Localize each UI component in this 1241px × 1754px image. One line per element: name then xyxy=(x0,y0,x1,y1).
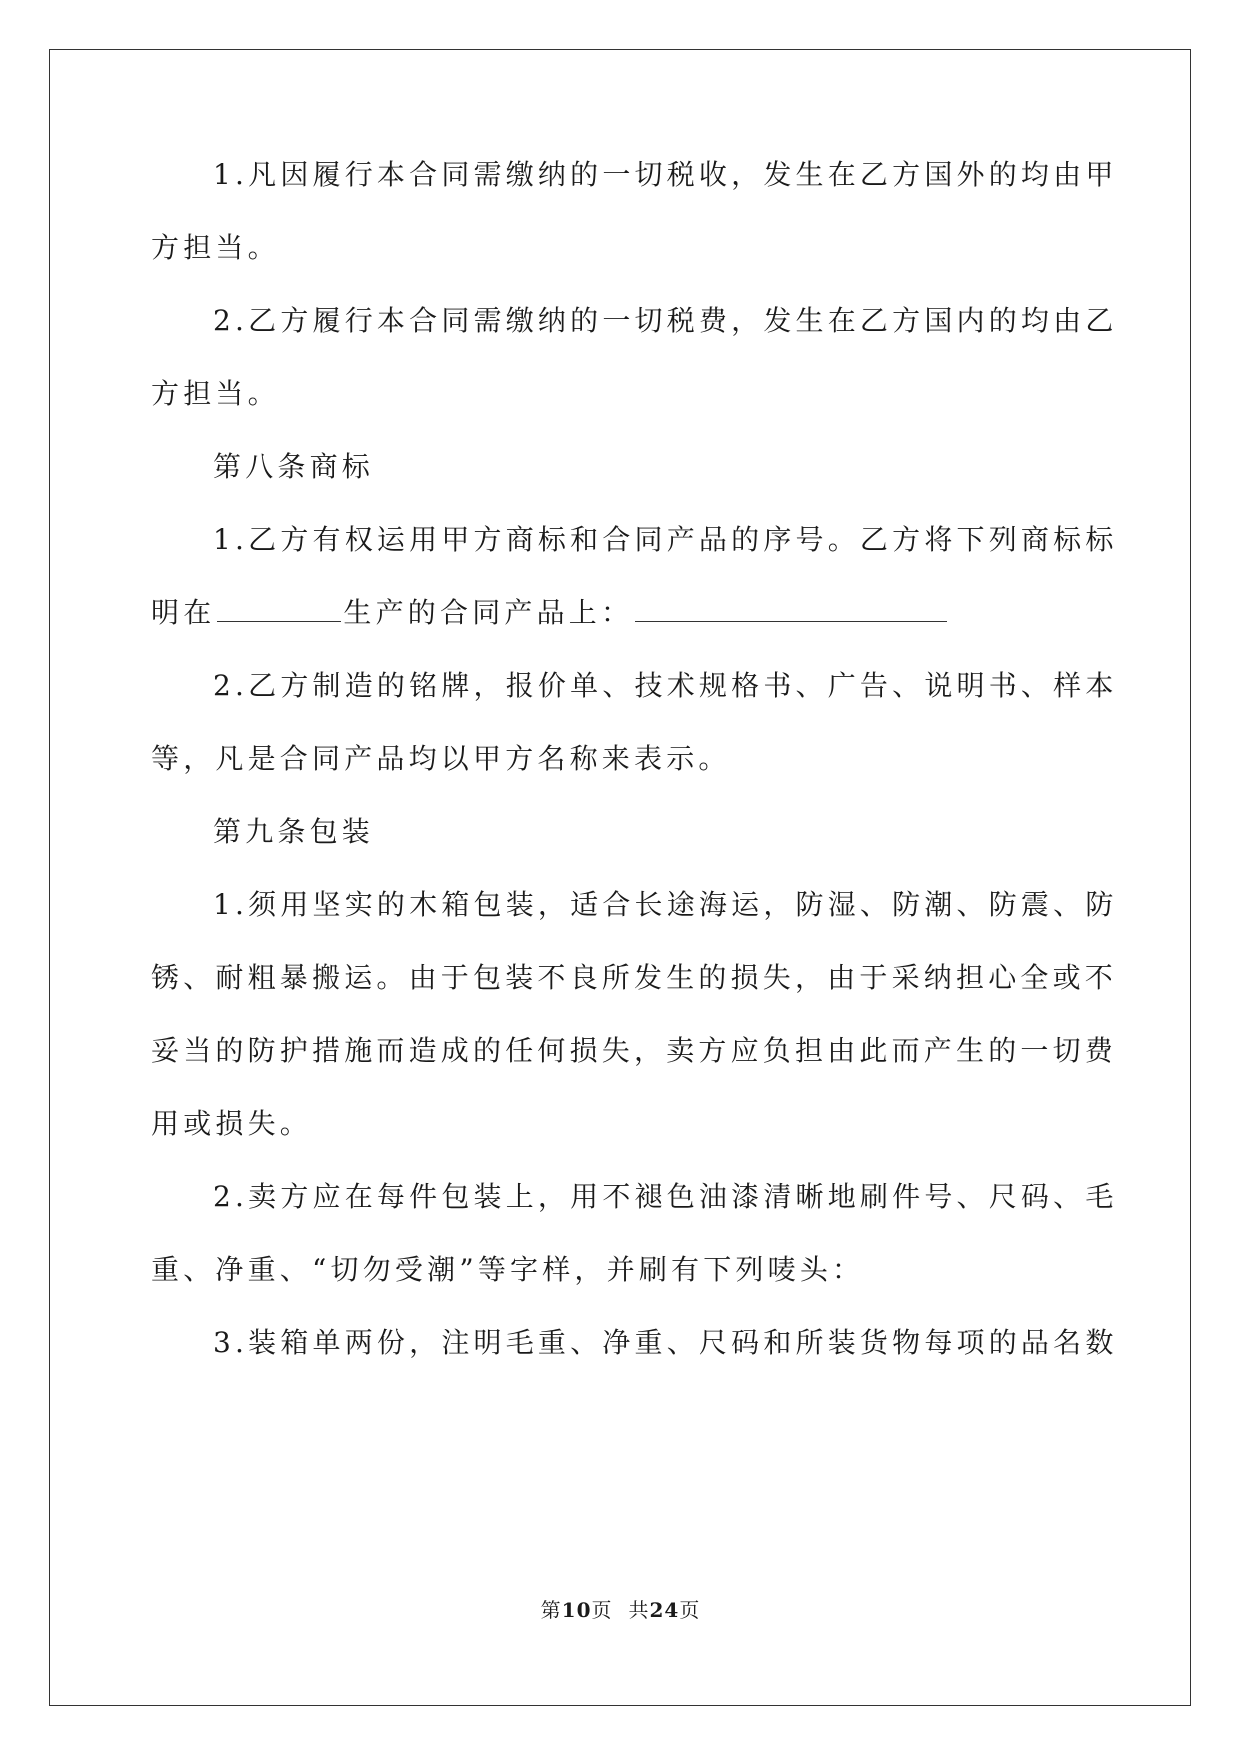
total-pages: 24 xyxy=(649,1598,680,1622)
page-footer xyxy=(0,1598,1241,1622)
paragraph-text: 明在 xyxy=(151,596,216,629)
section-heading: 第九条包装 xyxy=(213,815,375,848)
paragraph-line: 2.卖方应在每件包装上，用不褪色油漆清晰地刷件号、尺码、毛 xyxy=(213,1180,1118,1213)
paragraph-line: 锈、耐粗暴搬运。由于包装不良所发生的损失，由于采纳担心全或不 xyxy=(151,961,1118,994)
paragraph-line: 等，凡是合同产品均以甲方名称来表示。 xyxy=(151,742,731,775)
page-prefix: 第 xyxy=(540,1598,562,1622)
paragraph-line: 重、净重、“切勿受潮”等字样，并刷有下列唛头： xyxy=(151,1253,865,1286)
paragraph-line: 3.装箱单两份，注明毛重、净重、尺码和所装货物每项的品名数 xyxy=(213,1326,1118,1359)
paragraph-line: 方担当。 xyxy=(151,231,280,264)
paragraph-line: 1.凡因履行本合同需缴纳的一切税收，发生在乙方国外的均由甲 xyxy=(213,158,1118,191)
total-suffix: 页 xyxy=(679,1598,701,1622)
page-suffix: 页 xyxy=(591,1598,613,1622)
paragraph-line: 用或损失。 xyxy=(151,1107,313,1140)
page-border xyxy=(49,49,1191,1706)
section-heading: 第八条商标 xyxy=(213,450,375,483)
total-prefix: 共 xyxy=(628,1598,650,1622)
paragraph-line: 1.乙方有权运用甲方商标和合同产品的序号。乙方将下列商标标 xyxy=(213,523,1118,556)
fill-in-blank[interactable] xyxy=(635,595,947,622)
fill-in-blank[interactable] xyxy=(217,595,341,622)
page-number: 10 xyxy=(561,1598,592,1622)
paragraph-line: 妥当的防护措施而造成的任何损失，卖方应负担由此而产生的一切费 xyxy=(151,1034,1118,1067)
paragraph-text: 生产的合同产品上： xyxy=(343,596,634,629)
paragraph-line: 1.须用坚实的木箱包装，适合长途海运，防湿、防潮、防震、防 xyxy=(213,888,1118,921)
paragraph-line: 2.乙方履行本合同需缴纳的一切税费，发生在乙方国内的均由乙 xyxy=(213,304,1118,337)
paragraph-line-with-blanks xyxy=(151,593,949,633)
paragraph-line: 方担当。 xyxy=(151,377,280,410)
paragraph-line: 2.乙方制造的铭牌，报价单、技术规格书、广告、说明书、样本 xyxy=(213,669,1118,702)
